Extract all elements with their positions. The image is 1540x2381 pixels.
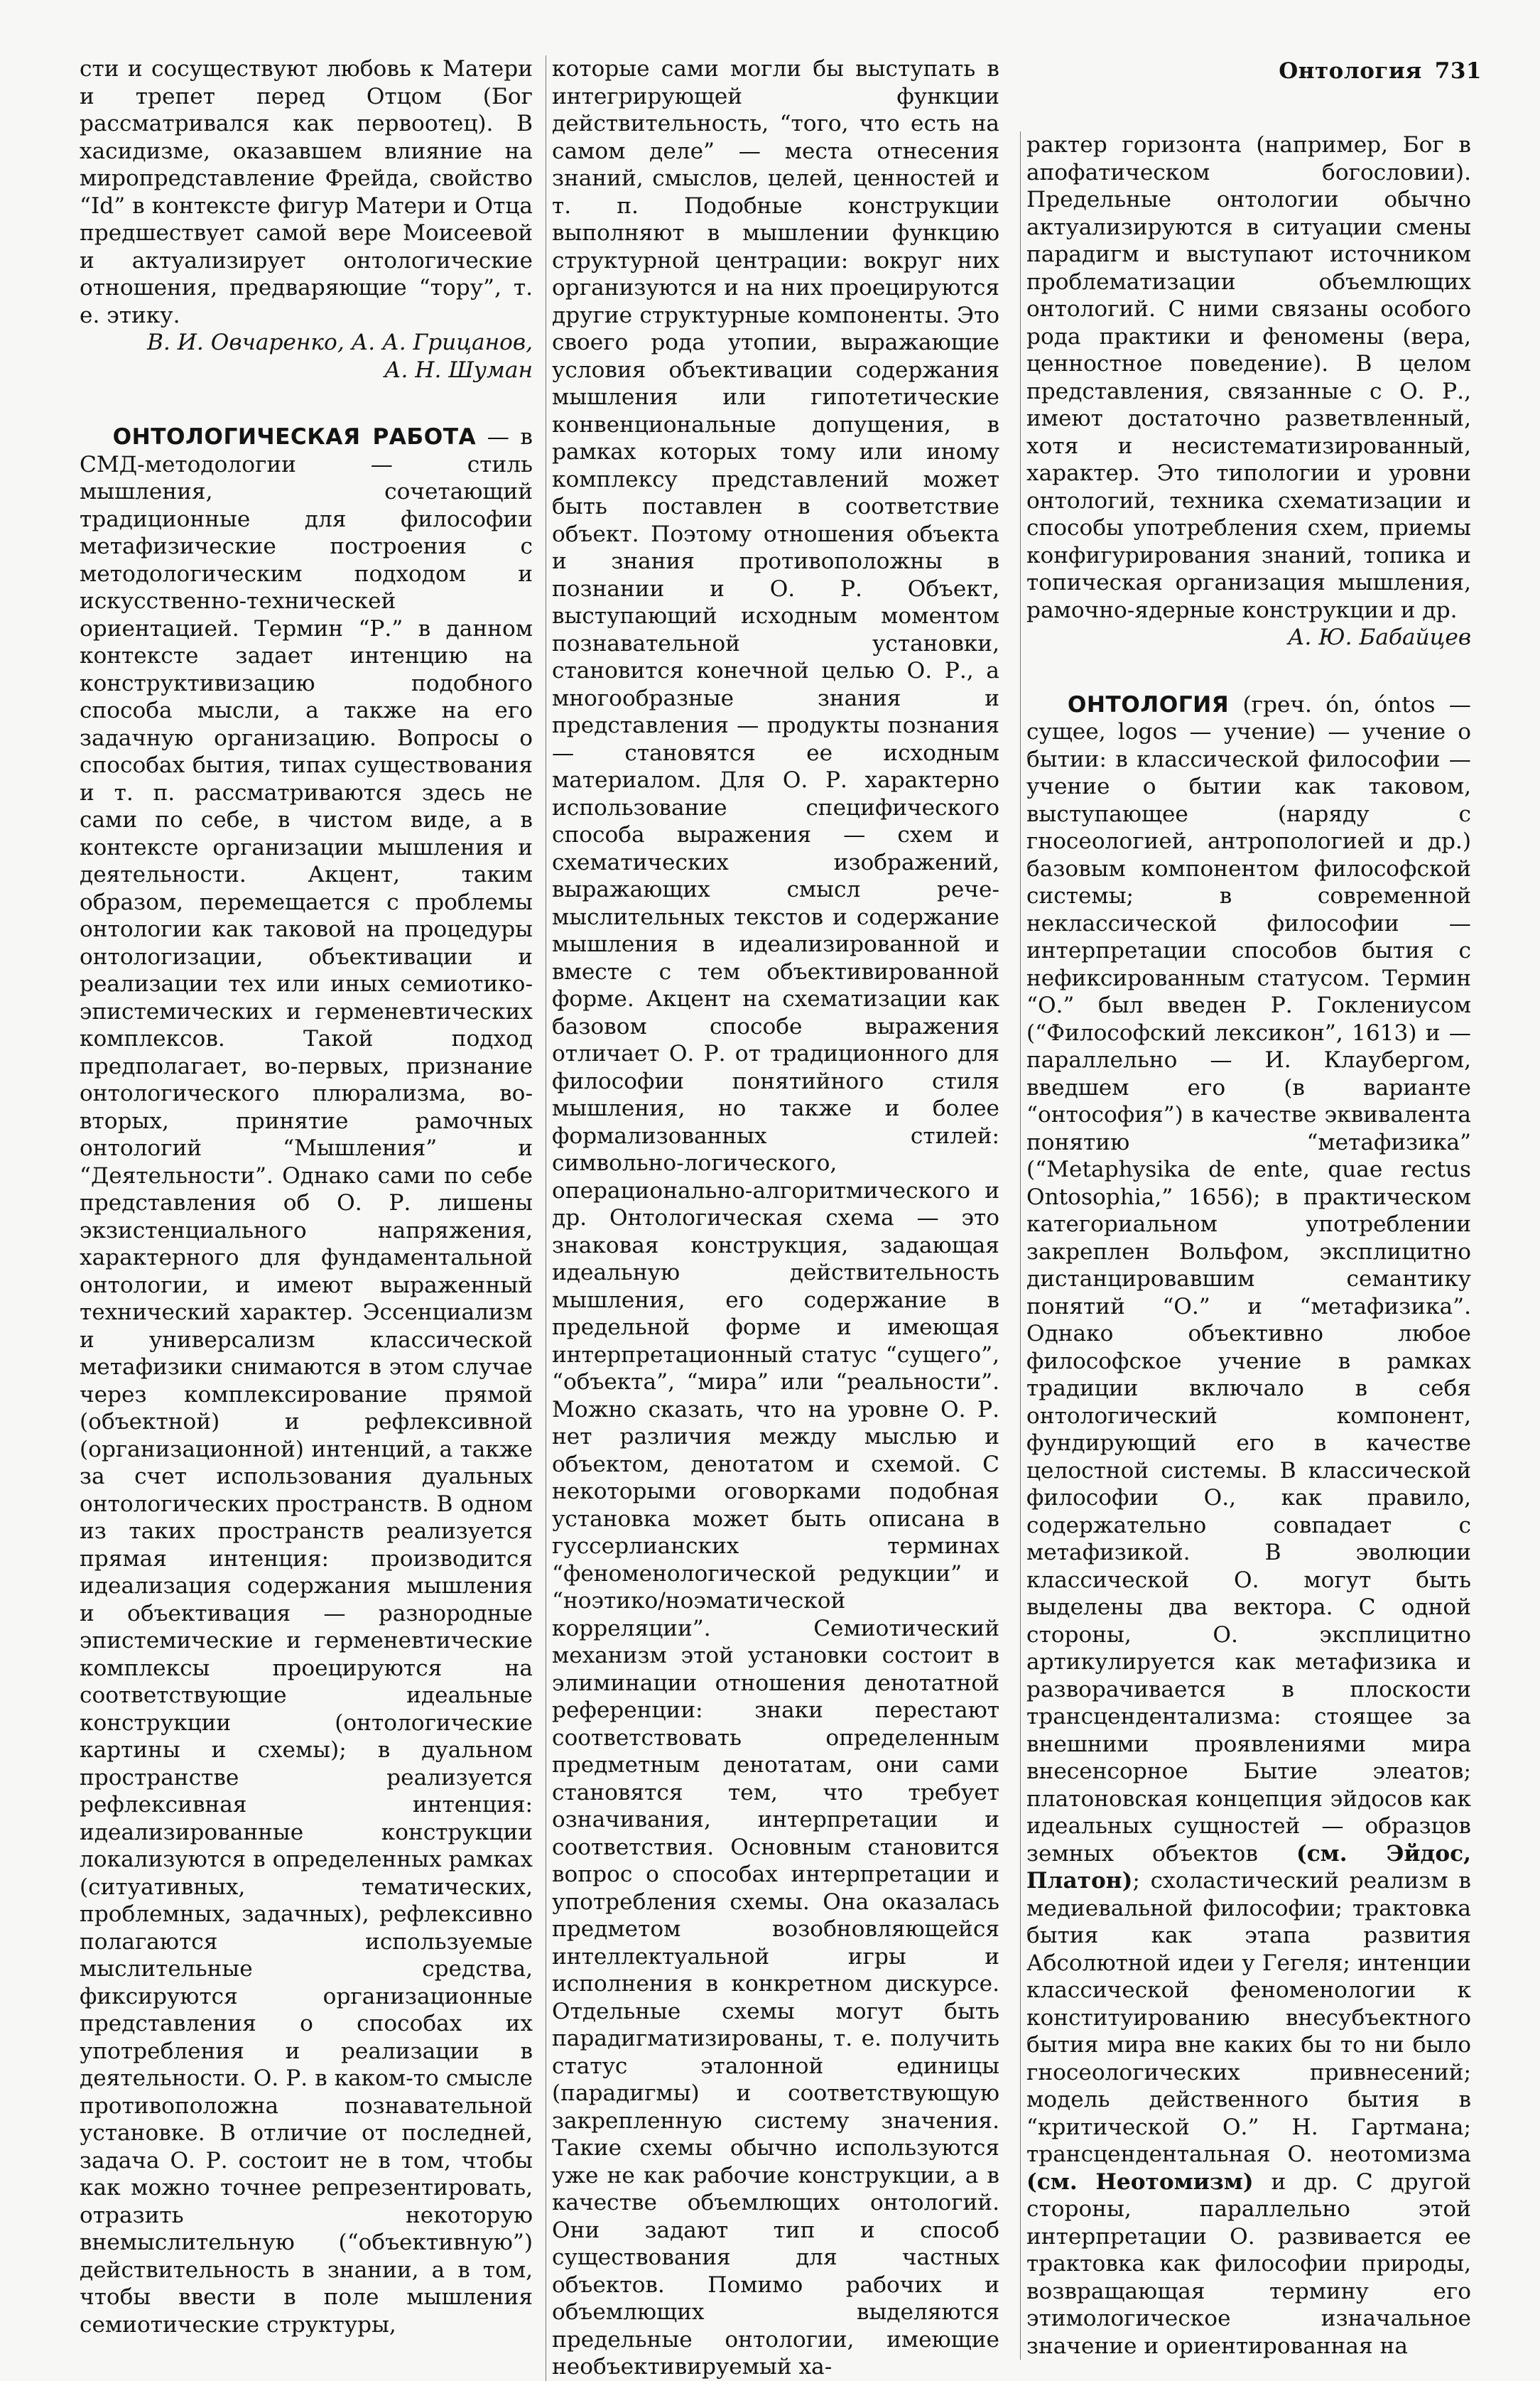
column-right: [1020, 131, 1471, 2360]
cross-reference-neothomism[interactable]: (см. Неотомизм): [1026, 2169, 1254, 2195]
entry-ontology-text-1: (греч. ón, óntos — сущее, logos — учение) — учение о бытии: в классической философии — учение о бытии как таковом, выступающее (наряду с гносеологией, антропологией и др.) базовым компонентом философской системы; в современной неклассической философии — интерпретации способов бытия с нефиксированным статусом. Термин “О.” был введен Р. Гоклениусом (“Философский лексикон”, 1613) и — параллельно — И. Клаубергом, введшем его (в варианте “онтософия”) в качестве эквивалента понятию “метафизика” (“Metaphysika de ente, quae rectus Ontosophia,” 1656); в практическом категориальном употреблении закреплен Вольфом, эксплицитно дистанцировавшим семантику понятий “О.” и “метафизика”. Однако объективно любое философское учение в рамках традиции включало в себя онтологический компонент, фундирующий его в качестве целостной системы. В классической философии О., как правило, содержательно совпадает с метафизикой. В эволюции классической О. могут быть выделены два вектора. С одной стороны, О. эксплицитно артикулируется как метафизика и разворачивается в плоскости трансцендентализма: стоящее за внешними проявлениями мира внесенсорное Бытие элеатов; платоновская концепция эйдосов как идеальных сущностей — образцов земных объектов: [1026, 691, 1471, 1867]
page-number: 731: [1434, 58, 1482, 84]
entry-ontological-work-continued: которые сами могли бы выступать в интегрирующей функции действительность, “того, что есть на самом деле” — места отнесения знаний, смыслов, целей, ценностей и т. п. Подобные конструкции выполняют в мышлении функцию структурной центрации: вокруг них организуются и на них проецируются другие структурные компоненты. Это своего рода утопии, выражающие условия объективации содержания мышления или гипотетические конвенциональные допущения, в рамках которых тому или иному комплексу представлений может быть поставлен в соответствие объект. Поэтому отношения объекта и знания противоположны в познании и О. Р. Объект, выступающий исходным моментом познавательной установки, становится конечной целью О. Р., а многообразные знания и представления — продукты познания — становятся ее исходным материалом. Для О. Р. характерно использование специфического способа выражения — схем и схематических изображений, выражающих смысл рече-мыслительных текстов и содержание мышления в идеализированной и вместе с тем объективированной форме. Акцент на схематизации как базовом способе выражения отличает О. Р. от традиционного для философии понятийного стиля мышления, но также и более формализованных стилей: символьно-логического, операционально-алгоритмического и др. Онтологическая схема — это знаковая конструкция, задающая идеальную действительность мышления, его содержание в предельной форме и имеющая интерпретационный статус “сущего”, “объекта”, “мира” или “реальности”. Можно сказать, что на уровне О. Р. нет различия между мыслью и объектом, денотатом и схемой. С некоторыми оговорками подобная установка может быть описана в гуссерлианских терминах “феноменологической редукции” и “ноэтико/ноэматической корреляции”. Семиотический механизм этой установки состоит в элиминации отношения денотатной референции: знаки перестают соответствовать определенным предметным денотатам, они сами становятся тем, что требует означивания, интерпретации и соответствия. Основным становится вопрос о способах интерпретации и употребления схемы. Она оказалась предметом возобновляющейся интеллектуальной игры и исполнения в конкретном дискурсе. Отдельные схемы могут быть парадигматизированы, т. е. получить статус эталонной единицы (парадигмы) и соответствующую закрепленную систему значения. Такие схемы обычно используются уже не как рабочие конструкции, а в качестве объемлющих онтологий. Они задают тип и способ существования для частных объектов. Помимо рабочих и объемлющих выделяются предельные онтологии, имеющие необъективируемый ха-: [552, 56, 999, 2380]
section-title: Онтология: [1279, 58, 1422, 84]
column-left: [80, 55, 533, 2338]
entry-ontological-work: [80, 423, 533, 2338]
entry-ontology-text-3: и др. С другой стороны, параллельно этой интерпретации О. развивается ее трактовка как философии природы, возвращающая термину его этимологическое изначальное значение и ориентированная на: [1026, 2169, 1471, 2359]
previous-entry-tail: сти и сосуществуют любовь к Матери и трепет перед Отцом (Бог рассматривался как первоотец). В хасидизме, оказавшем влияние на миропредставление Фрейда, свойство “Id” в контексте фигур Матери и Отца предшествует самой вере Моисеевой и актуализирует онтологические отношения, предваряющие “тору”, т. е. этику.: [80, 56, 533, 328]
column-middle: [546, 55, 999, 2381]
entry-ontology-text-2: ; схоластический реализм в медиевальной философии; трактовка бытия как этапа развития Абсолютной идеи у Гегеля; интенции классической феноменологии к конституированию внесубъектного бытия мира вне каких бы то ни было гносеологических привнесений; модель действенного бытия в “критической О.” Н. Гартмана; трансцендентальная О. неотомизма: [1026, 1868, 1471, 2167]
previous-entry-authors-line2: А. Н. Шуман: [384, 357, 533, 383]
entry-ontology: [1026, 691, 1471, 2360]
running-head: [1279, 58, 1482, 84]
cross-reference-eidos-plato[interactable]: (см. Эйдос, Платон): [1026, 1840, 1471, 1894]
entry-ontological-work-end: рактер горизонта (например, Бог в апофатическом богословии). Предельные онтологии обычно актуализируются в ситуации смены парадигм и выступают источником проблематизации объемлющих онтологий. С ними связаны особого рода практики и феномены (вера, ценностное поведение). В целом представления, связанные с О. Р., имеют достаточно разветвленный, хотя и несистематизированный, характер. Это типологии и уровни онтологий, техника схематизации и способы употребления схем, приемы конфигурирования знаний, топика и топическая организация мышления, рамочно-ядерные конструкции и др.: [1026, 132, 1471, 623]
headword-ontological-work: ОНТОЛОГИЧЕСКАЯ РАБОТА: [112, 424, 477, 450]
headword-ontology: ОНТОЛОГИЯ: [1067, 691, 1230, 718]
previous-entry-authors-line1: В. И. Овчаренко, А. А. Грицанов,: [146, 330, 533, 355]
entry-ontological-work-text: — в СМД-методологии — стиль мышления, сочетающий традиционные для философии метафизические построения с методологическим подходом и искусственно-техническей ориентацией. Термин “Р.” в данном контексте задает интенцию на конструктивизацию подобного способа мысли, а также на его задачную организацию. Вопросы о способах бытия, типах существования и т. п. рассматриваются здесь не сами по себе, в чистом виде, а в контексте организации мышления и деятельности. Акцент, таким образом, перемещается с проблемы онтологии как таковой на процедуры онтологизации, объективации и реализации тех или иных семиотико-эпистемических и герменевтических комплексов. Такой подход предполагает, во-первых, признание онтологического плюрализма, во-вторых, принятие рамочных онтологий “Мышления” и “Деятельности”. Однако сами по себе представления об О. Р. лишены экзистенциального напряжения, характерного для фундаментальной онтологии, и имеют выраженный технический характер. Эссенциализм и универсализм классической метафизики снимаются в этом случае через комплексирование прямой (объектной) и рефлексивной (организационной) интенций, а также за счет использования дуальных онтологических пространств. В одном из таких пространств реализуется прямая интенция: производится идеализация содержания мышления и объективация — разнородные эпистемические и герменевтические комплексы проецируются на соответствующие идеальные конструкции (онтологические картины и схемы); в дуальном пространстве реализуется рефлексивная интенция: идеализированные конструкции локализуются в определенных рамках (ситуативных, тематических, проблемных, задачных), рефлексивно полагаются используемые мыслительные средства, фиксируются организационные представления о способах их употребления и реализации в деятельности. О. Р. в каком-то смысле противоположна познавательной установке. В отличие от последней, задача О. Р. состоит не в том, чтобы как можно точнее репрезентировать, отразить некоторую внемыслительную (“объективную”) действительность в знании, а в том, чтобы ввести в поле мышления семиотические структуры,: [80, 424, 533, 2338]
entry-author: А. Ю. Бабайцев: [1287, 625, 1471, 650]
